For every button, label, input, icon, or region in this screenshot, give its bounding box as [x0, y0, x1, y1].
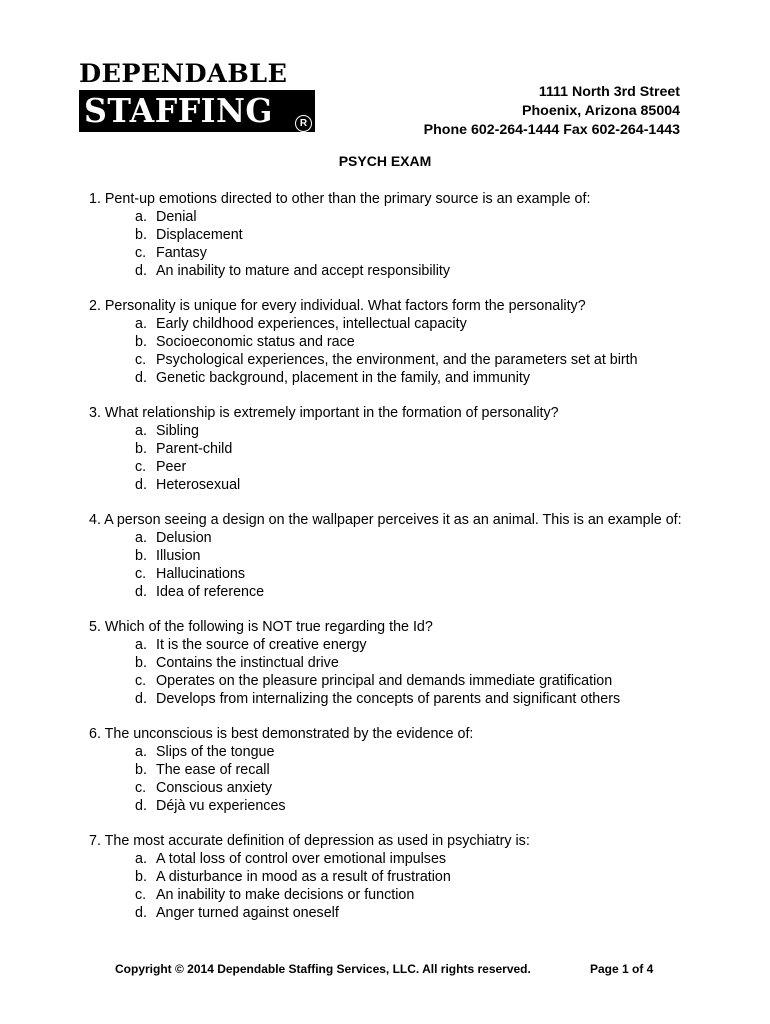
- option-letter: b.: [135, 441, 147, 457]
- answer-option: [135, 868, 689, 886]
- answer-option: [135, 351, 689, 369]
- option-text: Psychological experiences, the environment, and the parameters set at birth: [156, 352, 638, 368]
- option-text: Slips of the tongue: [156, 744, 275, 760]
- option-text: Operates on the pleasure principal and demands immediate gratification: [156, 673, 613, 689]
- answer-option: [135, 797, 689, 815]
- question-text: 2. Personality is unique for every individual. What factors form the personality?: [89, 298, 586, 314]
- option-text: Socioeconomic status and race: [156, 334, 355, 350]
- option-letter: b.: [135, 762, 147, 778]
- option-text: It is the source of creative energy: [156, 637, 367, 653]
- option-letter: c.: [135, 566, 147, 582]
- answer-option: [135, 440, 689, 458]
- option-letter: c.: [135, 887, 147, 903]
- answer-options: [89, 315, 689, 387]
- option-text: Genetic background, placement in the family, and immunity: [156, 370, 531, 386]
- option-text: Delusion: [156, 530, 212, 546]
- option-letter: a.: [135, 744, 147, 760]
- address-phone-fax: Phone 602-264-1444 Fax 602-264-1443: [423, 122, 680, 138]
- option-letter: c.: [135, 352, 147, 368]
- option-text: A disturbance in mood as a result of frustration: [156, 869, 451, 885]
- option-text: Contains the instinctual drive: [156, 655, 339, 671]
- option-letter: a.: [135, 637, 147, 653]
- question-text: 1. Pent-up emotions directed to other than the primary source is an example of:: [89, 191, 591, 207]
- option-text: Sibling: [156, 423, 199, 439]
- answer-option: [135, 636, 689, 654]
- answer-option: [135, 458, 689, 476]
- option-letter: b.: [135, 334, 147, 350]
- option-text: Illusion: [156, 548, 201, 564]
- option-letter: c.: [135, 459, 147, 475]
- option-text: The ease of recall: [156, 762, 270, 778]
- answer-option: [135, 476, 689, 494]
- question-text: 5. Which of the following is NOT true regarding the Id?: [89, 619, 433, 635]
- option-text: Hallucinations: [156, 566, 246, 582]
- question-item: [89, 190, 689, 280]
- answer-option: [135, 779, 689, 797]
- answer-option: [135, 315, 689, 333]
- page-number: Page 1 of 4: [590, 962, 654, 976]
- option-text: Déjà vu experiences: [156, 798, 286, 814]
- option-letter: a.: [135, 423, 147, 439]
- answer-option: [135, 690, 689, 708]
- question-item: [89, 618, 689, 708]
- answer-option: [135, 333, 689, 351]
- answer-option: [135, 226, 689, 244]
- answer-option: [135, 208, 689, 226]
- company-address: [424, 83, 680, 140]
- question-list: [89, 190, 689, 939]
- answer-option: [135, 672, 689, 690]
- option-letter: a.: [135, 316, 147, 332]
- option-letter: d.: [135, 691, 147, 707]
- option-text: An inability to mature and accept responsibility: [156, 263, 451, 279]
- option-letter: b.: [135, 655, 147, 671]
- answer-option: [135, 262, 689, 280]
- registered-mark-icon: R: [295, 115, 312, 132]
- answer-option: [135, 886, 689, 904]
- option-letter: c.: [135, 780, 147, 796]
- option-letter: d.: [135, 263, 147, 279]
- option-letter: d.: [135, 798, 147, 814]
- option-text: An inability to make decisions or function: [156, 887, 415, 903]
- answer-option: [135, 529, 689, 547]
- option-letter: c.: [135, 673, 147, 689]
- option-text: Denial: [156, 209, 197, 225]
- option-text: Displacement: [156, 227, 243, 243]
- option-letter: d.: [135, 477, 147, 493]
- exam-title: PSYCH EXAM: [338, 153, 432, 169]
- option-letter: d.: [135, 370, 147, 386]
- question-item: [89, 297, 689, 387]
- answer-options: [89, 529, 689, 601]
- answer-option: [135, 422, 689, 440]
- option-letter: b.: [135, 869, 147, 885]
- logo-line-dependable: DEPENDABLE: [79, 59, 288, 88]
- option-letter: b.: [135, 548, 147, 564]
- logo-line-staffing: STAFFING: [84, 91, 273, 130]
- address-city: Phoenix, Arizona 85004: [522, 103, 680, 119]
- company-logo: [79, 59, 315, 130]
- option-text: Conscious anxiety: [156, 780, 273, 796]
- answer-option: [135, 547, 689, 565]
- option-letter: b.: [135, 227, 147, 243]
- option-text: Early childhood experiences, intellectual capacity: [156, 316, 467, 332]
- answer-option: [135, 904, 689, 922]
- question-text: 3. What relationship is extremely important in the formation of personality?: [89, 405, 559, 421]
- answer-option: [135, 654, 689, 672]
- answer-option: [135, 761, 689, 779]
- option-letter: a.: [135, 209, 147, 225]
- answer-options: [89, 743, 689, 815]
- question-text: 6. The unconscious is best demonstrated by the evidence of:: [89, 726, 474, 742]
- question-text: 4. A person seeing a design on the wallpaper perceives it as an animal. This is an example of:: [89, 512, 682, 528]
- option-text: Develops from internalizing the concepts of parents and significant others: [156, 691, 621, 707]
- option-letter: a.: [135, 851, 147, 867]
- option-text: Heterosexual: [156, 477, 241, 493]
- answer-option: [135, 369, 689, 387]
- copyright-footer: Copyright © 2014 Dependable Staffing Services, LLC. All rights reserved.: [115, 962, 531, 976]
- option-text: Idea of reference: [156, 584, 265, 600]
- option-letter: d.: [135, 905, 147, 921]
- answer-options: [89, 208, 689, 280]
- answer-option: [135, 244, 689, 262]
- question-item: [89, 832, 689, 922]
- option-text: Parent-child: [156, 441, 233, 457]
- logo-black-box: [79, 90, 315, 132]
- answer-option: [135, 583, 689, 601]
- question-text: 7. The most accurate definition of depression as used in psychiatry is:: [89, 833, 530, 849]
- option-text: A total loss of control over emotional impulses: [156, 851, 447, 867]
- option-text: Peer: [156, 459, 187, 475]
- answer-option: [135, 850, 689, 868]
- answer-options: [89, 422, 689, 494]
- answer-options: [89, 850, 689, 922]
- option-letter: a.: [135, 530, 147, 546]
- option-letter: d.: [135, 584, 147, 600]
- answer-option: [135, 565, 689, 583]
- address-street: 1111 North 3rd Street: [538, 84, 680, 100]
- answer-options: [89, 636, 689, 708]
- question-item: [89, 511, 689, 601]
- option-letter: c.: [135, 245, 147, 261]
- answer-option: [135, 743, 689, 761]
- option-text: Anger turned against oneself: [156, 905, 339, 921]
- question-item: [89, 404, 689, 494]
- question-item: [89, 725, 689, 815]
- option-text: Fantasy: [156, 245, 207, 261]
